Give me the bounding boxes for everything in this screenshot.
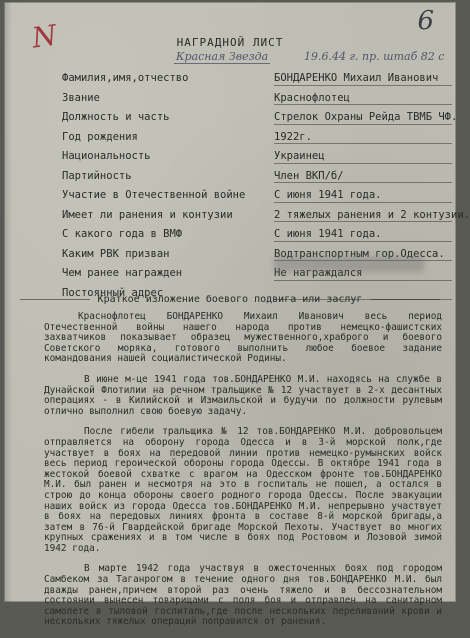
field-value: С июня 1941 года.	[274, 189, 382, 201]
page-number: 6	[417, 6, 434, 36]
citation-paragraph: После гибели тральщика № 12 тов.БОНДАРЕНКО М.И. добровольцем отправляется на оборону города Одесса и в 3-й морской полк,где участвует в боях на передовой линии против немецко-румынских войск весь период героической обороны города Одессы. В октябре 1941 года в жестокой боевой схватке с врагом на Одесском фронте тов.БОНДАРЕНКО М.И. был ранен и несмотря на это в госпиталь не пошел, а остался в строю до конца обороны своего родного города Одессы. После эвакуации наших войск из города Одесса тов.БОНДАРЕНКО М.И. непрерывно участвует в боях на передовых линиях фронта в составе 8-й морской бригады,а затем в 76-й Гвардейской бригаде Морской Пехоты. Участвует во многих крупных сражениях и в том числе в боях под Ростовом и Лозовой зимой 1942 года.	[44, 426, 442, 554]
field-label: Постоянный адрес	[62, 286, 164, 299]
field-value: Водтранспортным гор.Одесса.	[274, 247, 445, 260]
field-row	[62, 166, 452, 186]
field-row	[62, 205, 470, 225]
field-label: Фамилия,имя,отчество	[62, 72, 189, 84]
field-rule	[274, 221, 452, 222]
field-rule	[274, 202, 452, 203]
field-row	[62, 68, 452, 88]
field-rule	[274, 280, 452, 281]
field-value: С июня 1941 года.	[274, 228, 382, 240]
field-value: Стрелок Охраны Рейда ТВМБ ЧФ.	[274, 111, 458, 123]
document-title: НАГРАДНОЙ ЛИСТ	[176, 36, 284, 49]
field-label: Партийность	[62, 169, 132, 182]
field-value: Украинец	[274, 150, 325, 162]
field-row	[62, 88, 452, 108]
citation-text	[44, 312, 442, 638]
field-row	[62, 185, 452, 205]
field-rule	[274, 182, 452, 183]
citation-paragraph: В марте 1942 года участвуя в ожесточенных боях под городом Самбеком за Таганрогом в течение одного дня тов.БОНДАРЕНКО М.И. был дважды ранен,причем второй раз очень тяжело и в бессознательном состоянии вынесен товарищами с поля боя и отправлен на санитарном самолете в тыловой госпиталь,где после нескольких переливаний крови и нескольких тяжелых операций поправился от ранения.	[44, 563, 442, 628]
field-label: Должность и часть	[62, 111, 170, 123]
field-rule	[274, 85, 452, 86]
citation-paragraph: Краснофлотец БОНДАРЕНКО Михаил Иванович весь период Отечественной войны нашего народа против немецко-фашистских захватчиков показывает образец мужественного,храброго и боевого Советского моряка, готового выполнить любое боевое задание командования нашей социалистической Родины.	[44, 311, 442, 365]
field-rule	[274, 241, 452, 242]
field-label: Год рождения	[62, 130, 138, 143]
field-value: 1922г.	[274, 130, 312, 143]
field-label: С какого года в ВМФ	[62, 228, 183, 240]
field-rule	[274, 104, 452, 105]
field-rule	[274, 143, 452, 144]
field-value: 2 тяжелых ранения и 2 контузии.	[274, 208, 470, 221]
field-value: Не награждался	[274, 267, 363, 279]
award-sheet	[4, 2, 470, 628]
citation-paragraph: В июне м-це 1941 года тов.БОНДАРЕНКО М.И. находясь на службе в Дунайской Флотилии на речном тральщике № 12 участвует в 2-х десантных операциях - в Килийской и Измаильской и будучи по должности рулевым отлично выполнил свою боевую задачу.	[44, 373, 442, 417]
field-label: Участие в Отечественной войне	[62, 189, 246, 201]
field-row	[62, 224, 452, 244]
field-row	[62, 127, 452, 147]
field-value: БОНДАРЕНКО Михаил Иванович	[274, 72, 439, 84]
redacted-address-smudge	[274, 256, 424, 272]
field-label: Каким РВК призван	[62, 247, 170, 260]
field-label: Чем ранее награжден	[62, 267, 183, 279]
field-value: Краснофлотец	[274, 91, 350, 104]
field-row	[62, 146, 452, 166]
field-row	[62, 107, 458, 127]
field-rule	[274, 124, 452, 125]
pencil-note-order: 19.6.44 г. пр. штаб 82 с	[304, 50, 445, 63]
field-rule	[274, 163, 452, 164]
pencil-note-award: Красная Звезда	[176, 50, 269, 63]
field-label: Имеет ли ранения и контузии	[62, 208, 233, 221]
section-title: Краткое изложение боевого подвига или заслуг	[4, 294, 456, 305]
margin-mark: N	[29, 18, 59, 55]
field-label: Национальность	[62, 150, 151, 162]
field-value: Член ВКП/б/	[274, 169, 344, 182]
field-label: Звание	[62, 91, 100, 104]
